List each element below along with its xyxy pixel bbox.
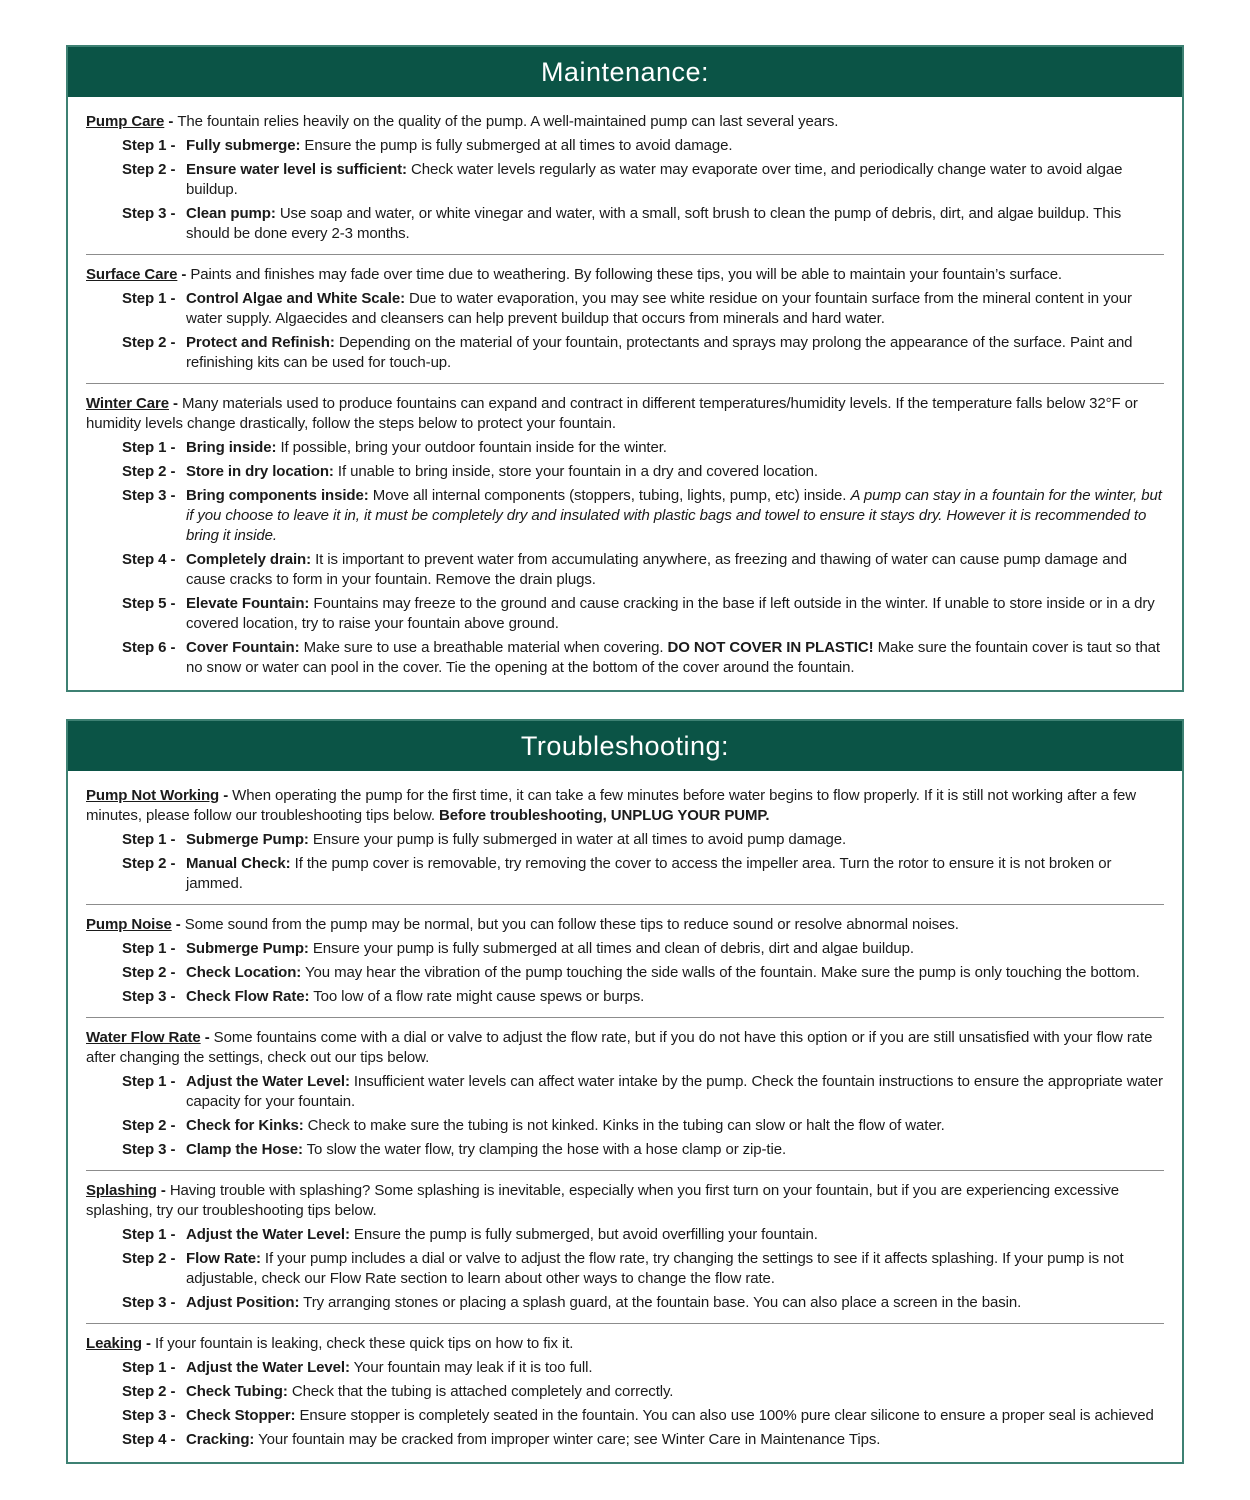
maintenance-section-header: [68, 47, 1182, 97]
step-row: [122, 136, 1164, 156]
text-run: Some sound from the pump may be normal, but you can follow these tips to reduce sound or resolve abnormal noises.: [184, 916, 959, 933]
text-run: Bring inside:: [186, 439, 277, 456]
maintenance-section-body: [68, 97, 1182, 690]
text-run: Your fountain may be cracked from improper winter care; see Winter Care in Maintenance Tips.: [254, 1431, 881, 1448]
step-number: Step 2 -: [122, 334, 176, 351]
step-number: Step 1 -: [122, 439, 176, 456]
step-text: [186, 1382, 1164, 1402]
step-text: [186, 1116, 1164, 1136]
subsection-intro: [86, 112, 1164, 132]
text-run: Check Flow Rate:: [186, 988, 310, 1005]
section-divider: [86, 1170, 1164, 1171]
text-run: If your pump includes a dial or valve to adjust the flow rate, try changing the settings to see if it affects splashing. If your pump is not adjustable, check our Flow Rate section to learn about other ways to change the flow rate.: [186, 1250, 1124, 1287]
step-row: [122, 939, 1164, 959]
step-row: [122, 963, 1164, 983]
step-row: [122, 204, 1164, 244]
subsection-intro: [86, 1181, 1164, 1221]
text-run: Ensure water level is sufficient:: [186, 161, 407, 178]
text-run: -: [171, 916, 185, 933]
text-run: It is important to prevent water from accumulating anywhere, as freezing and thawing of water can cause pump damage and cause cracks to form in your fountain. Remove the drain plugs.: [186, 551, 1127, 588]
subsection-intro: [86, 915, 1164, 935]
step-row: [122, 1406, 1164, 1426]
section-divider: [86, 383, 1164, 384]
step-number: Step 3 -: [122, 1407, 176, 1424]
text-run: Elevate Fountain:: [186, 595, 310, 612]
text-run: Control Algae and White Scale:: [186, 290, 405, 307]
text-run: Adjust the Water Level:: [186, 1073, 350, 1090]
subsection-heading: Pump Care: [86, 113, 165, 130]
text-run: Bring components inside:: [186, 487, 369, 504]
section-divider: [86, 1017, 1164, 1018]
text-run: Ensure stopper is completely seated in the fountain. You can also use 100% pure clear silicone to ensure a proper seal is achieved: [295, 1407, 1154, 1424]
step-row: [122, 1225, 1164, 1245]
text-run: Adjust the Water Level:: [186, 1226, 350, 1243]
text-run: Before troubleshooting, UNPLUG YOUR PUMP.: [439, 807, 770, 824]
subsection-pump-care: [86, 112, 1164, 244]
text-run: Check Tubing:: [186, 1383, 288, 1400]
step-row: [122, 333, 1164, 373]
text-run: Check Stopper:: [186, 1407, 296, 1424]
text-run: Store in dry location:: [186, 463, 334, 480]
subsection-leaking: [86, 1334, 1164, 1450]
subsection-pump-not-working: [86, 786, 1164, 894]
text-run: Check to make sure the tubing is not kinked. Kinks in the tubing can slow or halt the flow of water.: [303, 1117, 945, 1134]
subsection-intro: [86, 394, 1164, 434]
text-run: To slow the water flow, try clamping the hose with a hose clamp or zip-tie.: [302, 1141, 787, 1158]
step-text: [186, 1293, 1164, 1313]
subsection-heading: Water Flow Rate: [86, 1029, 201, 1046]
step-text: [186, 486, 1164, 546]
text-run: Adjust the Water Level:: [186, 1359, 350, 1376]
step-row: [122, 638, 1164, 678]
step-row: [122, 1249, 1164, 1289]
text-run: Make sure the fountain cover is taut so that no snow or water can pool in the cover. Tie the opening at the bottom of the cover around the fountain.: [186, 639, 1160, 676]
step-number: Step 3 -: [122, 1141, 176, 1158]
step-text: [186, 594, 1164, 634]
step-text: [186, 289, 1164, 329]
step-number: Step 2 -: [122, 463, 176, 480]
text-run: Paints and finishes may fade over time due to weathering. By following these tips, you will be able to maintain your fountain’s surface.: [190, 266, 1063, 283]
step-text: [186, 1358, 1164, 1378]
section-divider: [86, 904, 1164, 905]
text-run: When operating the pump for the first time, it can take a few minutes before water begins to flow properly. If it is still not working after a few minutes, please follow our troubleshooting tips below.: [86, 787, 1137, 824]
subsection-intro: [86, 1028, 1164, 1068]
step-text: [186, 204, 1164, 244]
text-run: Insufficient water levels can affect water intake by the pump. Check the fountain instructions to ensure the appropriate water capacity for your fountain.: [186, 1073, 1163, 1110]
subsection-heading: Splashing: [86, 1182, 157, 1199]
step-row: [122, 1116, 1164, 1136]
step-text: [186, 854, 1164, 894]
step-number: Step 4 -: [122, 551, 176, 568]
step-row: [122, 1358, 1164, 1378]
step-text: [186, 1225, 1164, 1245]
text-run: Clamp the Hose:: [186, 1141, 303, 1158]
maintenance-section: [66, 45, 1184, 692]
step-row: [122, 830, 1164, 850]
text-run: Check that the tubing is attached completely and correctly.: [287, 1383, 674, 1400]
text-run: -: [168, 395, 182, 412]
subsection-surface-care: [86, 265, 1164, 373]
subsection-winter-care: [86, 394, 1164, 678]
text-run: Submerge Pump:: [186, 831, 309, 848]
text-run: DO NOT COVER IN PLASTIC!: [667, 639, 874, 656]
step-row: [122, 438, 1164, 458]
step-number: Step 1 -: [122, 831, 176, 848]
text-run: Submerge Pump:: [186, 940, 309, 957]
step-row: [122, 462, 1164, 482]
text-run: Flow Rate:: [186, 1250, 261, 1267]
step-row: [122, 1072, 1164, 1112]
subsection-intro: [86, 1334, 1164, 1354]
step-row: [122, 1140, 1164, 1160]
text-run: If possible, bring your outdoor fountain inside for the winter.: [276, 439, 667, 456]
subsection-heading: Pump Noise: [86, 916, 172, 933]
text-run: Ensure your pump is fully submerged at all times and clean of debris, dirt and algae buildup.: [308, 940, 914, 957]
step-text: [186, 550, 1164, 590]
text-run: Check for Kinks:: [186, 1117, 304, 1134]
section-divider: [86, 1323, 1164, 1324]
step-row: [122, 854, 1164, 894]
step-text: [186, 438, 1164, 458]
text-run: Fountains may freeze to the ground and cause cracking in the base if left outside in the winter. If unable to store inside or in a dry covered location, try to raise your fountain above ground.: [186, 595, 1155, 632]
maintenance-section-title: Maintenance:: [540, 56, 710, 87]
subsection-pump-noise: [86, 915, 1164, 1007]
text-run: -: [156, 1182, 170, 1199]
step-row: [122, 550, 1164, 590]
step-text: [186, 939, 1164, 959]
step-number: Step 3 -: [122, 988, 176, 1005]
step-number: Step 1 -: [122, 290, 176, 307]
step-row: [122, 486, 1164, 546]
step-number: Step 2 -: [122, 855, 176, 872]
step-number: Step 1 -: [122, 137, 176, 154]
step-number: Step 1 -: [122, 1226, 176, 1243]
text-run: You may hear the vibration of the pump touching the side walls of the fountain. Make sure the pump is only touching the bottom.: [301, 964, 1140, 981]
step-number: Step 2 -: [122, 964, 176, 981]
text-run: If the pump cover is removable, try removing the cover to access the impeller area. Turn the rotor to ensure it is not broken or jammed.: [186, 855, 1112, 892]
text-run: Check water levels regularly as water may evaporate over time, and periodically change water to avoid algae buildup.: [186, 161, 1123, 198]
step-text: [186, 333, 1164, 373]
subsection-heading: Leaking: [86, 1335, 142, 1352]
step-number: Step 2 -: [122, 1383, 176, 1400]
text-run: Move all internal components (stoppers, tubing, lights, pump, etc) inside.: [368, 487, 851, 504]
subsection-heading: Pump Not Working: [86, 787, 220, 804]
troubleshooting-section-title: Troubleshooting:: [520, 730, 730, 761]
text-run: Depending on the material of your fountain, protectants and sprays may prolong the appearance of the surface. Paint and refinishing kits can be used for touch-up.: [186, 334, 1133, 371]
step-number: Step 5 -: [122, 595, 176, 612]
step-number: Step 2 -: [122, 161, 176, 178]
step-number: Step 1 -: [122, 940, 176, 957]
step-number: Step 1 -: [122, 1073, 176, 1090]
text-run: Make sure to use a breathable material when covering.: [299, 639, 668, 656]
step-text: [186, 136, 1164, 156]
text-run: -: [141, 1335, 156, 1352]
text-run: Too low of a flow rate might cause spews or burps.: [309, 988, 645, 1005]
step-number: Step 2 -: [122, 1117, 176, 1134]
text-run: Some fountains come with a dial or valve to adjust the flow rate, but if you do not have this option or if you are still unsatisfied with your flow rate after changing the settings, check out our tips below.: [86, 1029, 1153, 1066]
text-run: Protect and Refinish:: [186, 334, 335, 351]
step-number: Step 3 -: [122, 487, 176, 504]
step-text: [186, 160, 1164, 200]
text-run: Manual Check:: [186, 855, 291, 872]
step-row: [122, 987, 1164, 1007]
text-run: Clean pump:: [186, 205, 276, 222]
subsection-intro: [86, 265, 1164, 285]
step-text: [186, 963, 1164, 983]
text-run: Fully submerge:: [186, 137, 301, 154]
step-number: Step 1 -: [122, 1359, 176, 1376]
step-text: [186, 462, 1164, 482]
step-number: Step 6 -: [122, 639, 176, 656]
step-number: Step 4 -: [122, 1431, 176, 1448]
text-run: Adjust Position:: [186, 1294, 300, 1311]
subsection-heading: Surface Care: [86, 266, 178, 283]
text-run: Ensure the pump is fully submerged, but avoid overfilling your fountain.: [349, 1226, 818, 1243]
step-number: Step 3 -: [122, 205, 176, 222]
troubleshooting-section-header: [68, 721, 1182, 771]
subsection-intro: [86, 786, 1164, 826]
troubleshooting-section: [66, 719, 1184, 1464]
step-row: [122, 1293, 1164, 1313]
subsection-water-flow-rate: [86, 1028, 1164, 1160]
step-row: [122, 1382, 1164, 1402]
text-run: Completely drain:: [186, 551, 311, 568]
step-number: Step 2 -: [122, 1250, 176, 1267]
step-row: [122, 1430, 1164, 1450]
text-run: Your fountain may leak if it is too full.: [349, 1359, 593, 1376]
step-text: [186, 987, 1164, 1007]
text-run: Having trouble with splashing? Some splashing is inevitable, especially when you first turn on your fountain, but if you are experiencing excessive splashing, try our troubleshooting tips below.: [86, 1182, 1119, 1219]
step-row: [122, 289, 1164, 329]
text-run: Check Location:: [186, 964, 302, 981]
text-run: -: [177, 266, 191, 283]
text-run: Try arranging stones or placing a splash guard, at the fountain base. You can also place a screen in the basin.: [299, 1294, 1022, 1311]
text-run: Ensure the pump is fully submerged at all times to avoid damage.: [300, 137, 733, 154]
step-text: [186, 830, 1164, 850]
step-text: [186, 1430, 1164, 1450]
step-number: Step 3 -: [122, 1294, 176, 1311]
text-run: Many materials used to produce fountains can expand and contract in different temperatures/humidity levels. If the temperature falls below 32°F or humidity levels change drastically, follow the steps below to protect your fountain.: [86, 395, 1138, 432]
text-run: If unable to bring inside, store your fountain in a dry and covered location.: [333, 463, 818, 480]
step-row: [122, 160, 1164, 200]
step-text: [186, 1406, 1164, 1426]
text-run: Cover Fountain:: [186, 639, 300, 656]
text-run: -: [200, 1029, 214, 1046]
text-run: If your fountain is leaking, check these quick tips on how to fix it.: [155, 1335, 574, 1352]
section-divider: [86, 254, 1164, 255]
step-text: [186, 1140, 1164, 1160]
step-text: [186, 1072, 1164, 1112]
step-row: [122, 594, 1164, 634]
step-text: [186, 1249, 1164, 1289]
text-run: -: [164, 113, 178, 130]
text-run: Use soap and water, or white vinegar and water, with a small, soft brush to clean the pump of debris, dirt, and algae buildup. This should be done every 2-3 months.: [186, 205, 1122, 242]
text-run: Due to water evaporation, you may see white residue on your fountain surface from the mineral content in your water supply. Algaecides and cleansers can help prevent buildup that occurs from minerals and hard water.: [186, 290, 1132, 327]
text-run: Cracking:: [186, 1431, 255, 1448]
subsection-heading: Winter Care: [86, 395, 169, 412]
text-run: A pump can stay in a fountain for the winter, but if you choose to leave it in, it must be completely dry and insulated with plastic bags and towel to ensure it stays dry. However it is recommended to bring it inside.: [186, 487, 1162, 544]
troubleshooting-section-body: [68, 771, 1182, 1462]
text-run: Ensure your pump is fully submerged in water at all times to avoid pump damage.: [308, 831, 847, 848]
text-run: The fountain relies heavily on the quality of the pump. A well-maintained pump can last several years.: [177, 113, 839, 130]
subsection-splashing: [86, 1181, 1164, 1313]
step-text: [186, 638, 1164, 678]
text-run: -: [219, 787, 233, 804]
